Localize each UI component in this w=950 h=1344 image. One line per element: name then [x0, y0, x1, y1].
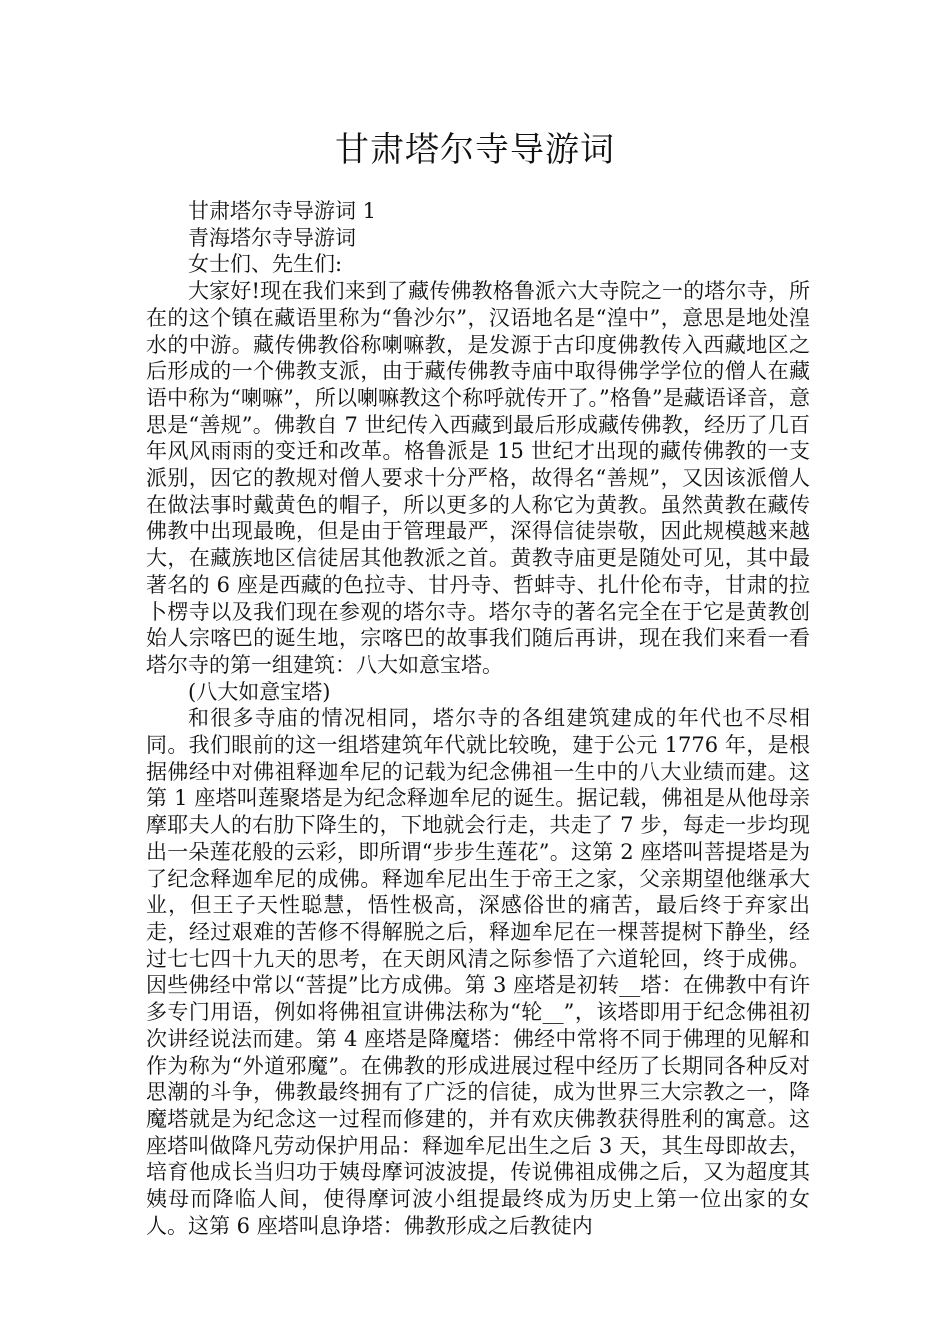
paragraph-intro: 大家好!现在我们来到了藏传佛教格鲁派六大寺院之一的塔尔寺，所在的这个镇在藏语里称为“鲁沙尔”，汉语地名是“湟中”，意思是地处湟水的中游。藏传佛教俗称喇嘛教，是发源于古印度佛教传入西藏地区之后形成的一个佛教支派，由于藏传佛教寺庙中取得佛学学位的僧人在藏语中称为“喇嘛”，所以喇嘛教这个称呼就传开了。”格鲁”是藏语译音，意思是“善规”。佛教自 7 世纪传入西藏到最后形成藏传佛教，经历了几百年风风雨雨的变迁和改革。格鲁派是 15 世纪才出现的藏传佛教的一支派别，因它的教规对僧人要求十分严格，故得名“善规”，又因该派僧人在做法事时戴黄色的帽子，所以更多的人称它为黄教。虽然黄教在藏传佛教中出现最晚，但是由于管理最严，深得信徒崇敬，因此规模越来越大，在藏族地区信徒居其他教派之首。黄教寺庙更是随处可见，其中最著名的 6 座是西藏的色拉寺、甘丹寺、哲蚌寺、扎什伦布寺，甘肃的拉卜楞寺以及我们现在参观的塔尔寺。塔尔寺的著名完全在于它是黄教创始人宗喀巴的诞生地，宗喀巴的故事我们随后再讲，现在我们来看一看塔尔寺的第一组建筑：八大如意宝塔。: [146, 279, 810, 677]
subtitle-line-2: 青海塔尔寺导游词: [188, 225, 356, 250]
greeting-line: 女士们、先生们:: [188, 252, 343, 277]
subtitle-line-1: 甘肃塔尔寺导游词 1: [188, 199, 377, 223]
document-title: 甘肃塔尔寺导游词: [335, 130, 615, 170]
section-heading: (八大如意宝塔): [188, 679, 331, 704]
paragraph-pagodas: 和很多寺庙的情况相同，塔尔寺的各组建筑建成的年代也不尽相同。我们眼前的这一组塔建筑年代就比较晚，建于公元 1776 年，是根据佛经中对佛祖释迦牟尼的记载为纪念佛祖一生中的八大业绩而建。这第 1 座塔叫莲聚塔是为纪念释迦牟尼的诞生。据记载，佛祖是从他母亲摩耶夫人的右肋下降生的，下地就会行走，共走了 7 步，每走一步均现出一朵莲花般的云彩，即所谓“步步生莲花”。这第 2 座塔叫菩提塔是为了纪念释迦牟尼的成佛。释迦牟尼出生于帝王之家，父亲期望他继承大业，但王子天性聪慧，悟性极高，深感俗世的痛苦，最后终于弃家出走，经过艰难的苦修不得解脱之后，释迦牟尼在一棵菩提树下静坐，经过七七四十九天的思考，在天朗风清之际参悟了六道轮回，终于成佛。因些佛经中常以“菩提”比方成佛。第 3 座塔是初转__塔：在佛教中有许多专门用语，例如将佛祖宣讲佛法称为“轮__”，该塔即用于纪念佛祖初次讲经说法而建。第 4 座塔是降魔塔：佛经中常将不同于佛理的见解和作为称为“外道邪魔”。在佛教的形成进展过程中经历了长期同各种反对思潮的斗争，佛教最终拥有了广泛的信徒，成为世界三大宗教之一，降魔塔就是为纪念这一过程而修建的，并有欢庆佛教获得胜利的寓意。这座塔叫做降凡劳动保护用品：释迦牟尼出生之后 3 天，其生母即故去，培育他成长当归功于姨母摩诃波波提，传说佛祖成佛之后，又为超度其姨母而降临人间，使得摩诃波小组提最终成为历史上第一位出家的女人。这第 6 座塔叫息诤塔：佛教形成之后教徒内: [146, 706, 810, 1238]
document-body: [146, 198, 810, 1239]
